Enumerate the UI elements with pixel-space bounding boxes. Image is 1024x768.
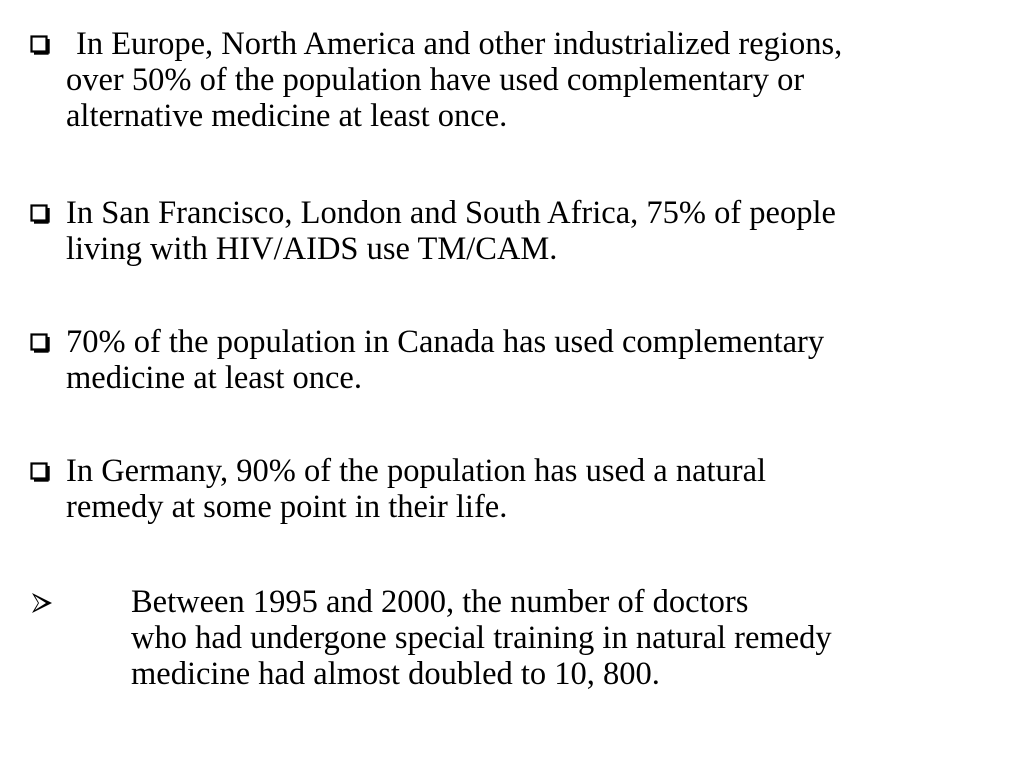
bullet-text	[66, 195, 996, 267]
bullet-line: In Germany, 90% of the population has used a natural	[66, 453, 767, 489]
bullet-line: Between 1995 and 2000, the number of doctors	[131, 584, 749, 620]
bullet-line: In San Francisco, London and South Africa, 75% of people	[66, 195, 836, 231]
arrowhead-bullet-icon	[30, 592, 54, 614]
bullet-line: In Europe, North America and other industrialized regions,	[76, 26, 843, 62]
bullet-text	[131, 584, 1001, 692]
bullet-text	[66, 453, 996, 525]
bullet-line: medicine had almost doubled to 10, 800.	[131, 656, 660, 692]
bullet-line: living with HIV/AIDS use TM/CAM.	[66, 231, 558, 267]
hollow-square-bullet-icon	[30, 204, 50, 224]
hollow-square-bullet-icon	[30, 462, 50, 482]
hollow-square-bullet-icon	[30, 333, 50, 353]
bullet-text	[66, 26, 996, 134]
bullet-line: medicine at least once.	[66, 360, 362, 396]
bullet-line: who had undergone special training in natural remedy	[131, 620, 832, 656]
bullet-text	[66, 324, 996, 396]
bullet-line: alternative medicine at least once.	[66, 98, 508, 134]
bullet-line: 70% of the population in Canada has used complementary	[66, 324, 825, 360]
hollow-square-bullet-icon	[30, 35, 50, 55]
bullet-line: over 50% of the population have used complementary or	[66, 62, 805, 98]
bullet-line: remedy at some point in their life.	[66, 489, 508, 525]
